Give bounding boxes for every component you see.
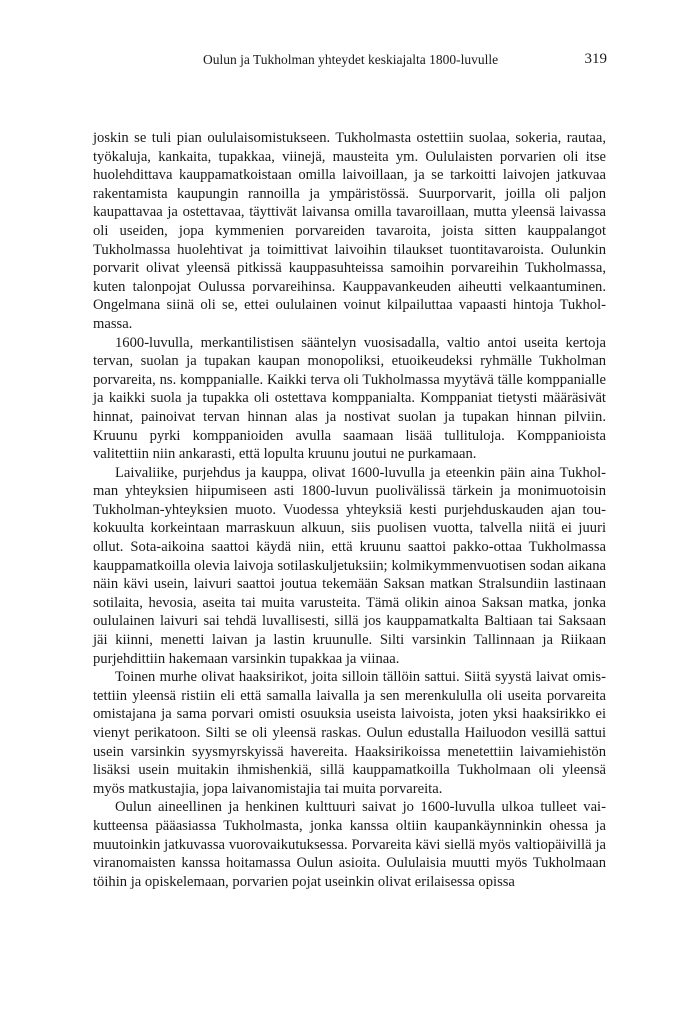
paragraph-shipwrecks: Toinen murhe olivat haaksirikot, joita silloin tällöin sattui. Siitä syystä laivat omistettiin yleensä ristiin eli että samalla laivalla ja sen merenkululla oli useita porvareita omistajana ja sama porvari omisti osuuksia useista laivoista, joten yksi haaksirikko ei vienyt perikatoon. Silti se oli yleensä raskas. Oulun edustalla Hailuodon vesillä sattui usein varsinkin syysmyrskyissä havereita. Haaksirikoissa menetettiin laivamiehistön lisäksi usein muitakin ihmishenkiä, sillä kauppamatkoilla Tukholmaan oli yleensä myös matkustajia, jopa laivanomistajia tai muita porvareita. [93, 669, 606, 797]
paragraph-continued: joskin se tuli pian oululaisomistukseen. Tukholmasta ostettiin suolaa, sokeria, rautaa, työkaluja, kankaita, tupakkaa, viinejä, mausteita ym. Oululaisten porvarien oli itse huolehdittava kauppamatkoistaan omilla laivoillaan, ja se tarkoitti laivojen jatkuvaa rakentamista kaupungin rannoilla ja ympäristössä. Suurporvarit, joilla oli paljon kaupattavaa ja ostettavaa, täyttivät laivansa omilla tavaroillaan, mutta yleensä laivassa oli useiden, jopa kymmenien porvareiden tavaroita, joista sitten kauppalangot Tukholmassa huolehtivat ja toimittivat laivoihin tilaukset tuontitavaroista. Oulunkin porvarit olivat yleensä pitkissä kauppasuhteissa samoihin porvareihin Tukholmassa, kuten talonpojat Oulussa porvareihinsa. Kauppavankeuden aiheutti velkaantuminen. Ongelmana siinä oli se, ettei oululainen voinut kilpailuttaa vapaasti hintoja Tukholmassa. [93, 130, 606, 332]
running-title: Oulun ja Tukholman yhteydet keskiajalta 1800-luvulle [203, 52, 499, 67]
page-number: 319 [584, 51, 607, 67]
paragraph-culture: Oulun aineellinen ja henkinen kulttuuri saivat jo 1600-luvulla ulkoa tulleet vaikutteensa pääasiassa Tukholmasta, jonka kanssa oltiin kaupankäynninkin ohessa ja muutoinkin jatkuvassa vuorovaikutuksessa. Porvareita kävi siellä myös valtiopäivillä ja viranomaisten kanssa hoitamassa Oulun asioita. Oululaisia muutti myös Tukholmaan töihin ja opiskelemaan, porvarien pojat useinkin olivat erilaisessa opissa [93, 799, 606, 890]
body-text [93, 129, 606, 891]
paragraph-monopolies: 1600-luvulla, merkantilistisen sääntelyn vuosisadalla, valtio antoi useita kertoja tervan, suolan ja tupakan kaupan monopoliksi, etuoikeudeksi ryhmälle Tukholman porvareita, ns. komppanialle. Kaikki terva oli Tukholmassa myytävä tälle komppanialle ja kaikki suola ja tupakka oli ostettava komppanialta. Komppaniat tietysti määräsivät hinnat, painoivat tervan hinnan alas ja nostivat suolan ja tupakan hinnan pilviin. Kruunu pyrki komppanioiden avulla saamaan lisää tullituloja. Komppanioista valitettiin niin ankarasti, että lopulta kruunu joutui ne purkamaan. [93, 334, 606, 463]
running-header [93, 52, 607, 72]
paragraph-shipping: Laivaliike, purjehdus ja kauppa, olivat 1600-luvulla ja eteenkin päin aina Tukholman yhteyksien hiipumiseen asti 1800-luvun puolivälissä tärkein ja monimuotoisin Tukholman-yhteyksien muoto. Vuodessa yhteyksiä kesti purjehduskauden ajan toukokuulta korkeintaan marraskuun alkuun, siis puolisen vuotta, talvella niitä ei juuri ollut. Sota-aikoina saattoi käydä niin, että kruunu saattoi pakko-ottaa Tukholmassa kauppamatkoilla olevia laivoja sotilaskuljetuksiin; kolmikymmenvuotisen sodan aikana näin kävi usein, laivuri saattoi joutua tekemään Saksan matkan Stralsundiin lastinaan sotilaita, hevosia, aseita tai muita varusteita. Tämä olikin ainoa Saksan matka, jonka oululainen laivuri sai tehdä luvallisesti, sillä jos kauppamatkalta Baltiaan tai Saksaan jäi kiinni, menetti laivan ja lastin kruunulle. Silti varsinkin Tallinnaan ja Riikaan purjehdittiin hakemaan varsinkin tupakkaa ja viinaa. [93, 464, 606, 667]
